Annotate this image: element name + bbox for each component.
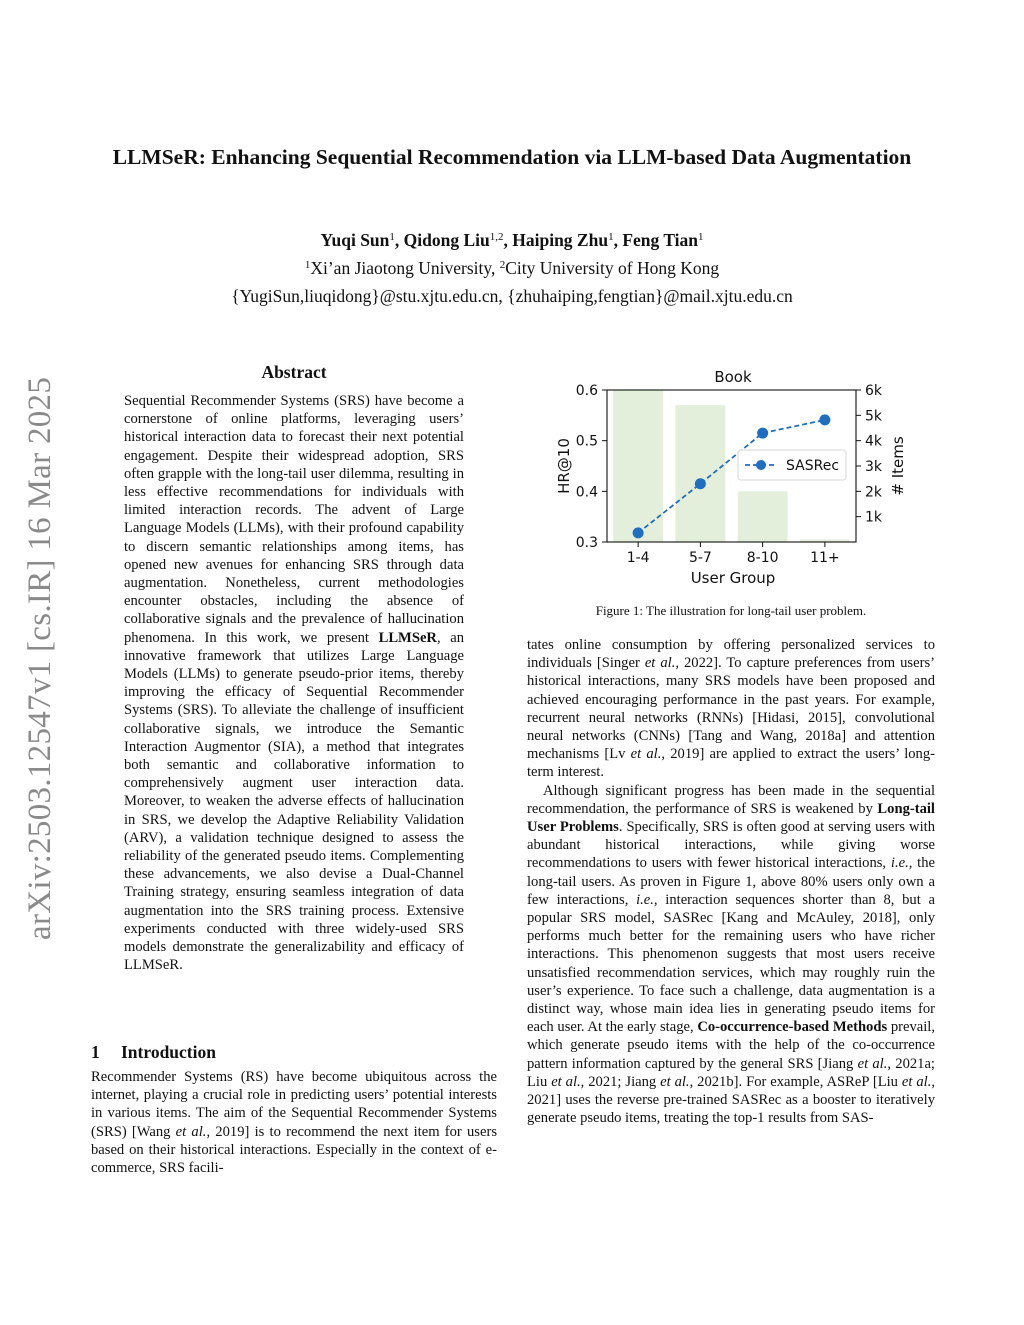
body-italic: et al. [175,1123,207,1140]
body-text: prevail, which generate pseudo items with the help of the co-occurrence pattern information captured by the general SRS [Jiang [527,1019,935,1072]
legend-marker [756,460,766,470]
author-list: Yuqi Sun$^1$, Qidong Liu$^{1,2}$, Haiping Zhu$^1$, Feng Tian$^1$ [320,230,704,250]
paper-title: LLMSeR: Enhancing Sequential Recommendation via LLM-based Data Augmentation [112,145,912,169]
y-tick-label: 0.6 [575,383,598,399]
section-title: Introduction [121,1042,216,1062]
body-italic: i.e., [636,891,658,908]
affiliation-mark: 2 [499,259,506,271]
abstract-text: , an innovative framework that utilizes Large Language Models (LLMs) to generate pseudo-prior items, thereby improving the efficacy of Sequential Recommender Systems (SRS). To alleviate the challenge of insufficient collaborative signals, we introduce the Semantic Interaction Augmentor (SIA), a method that integrates both semantic and collaborative information to comprehensively augment user interaction data. Moreover, to weaken the adverse effects of hallucination in SRS, we develop the Adaptive Reliability Validation (ARV), a validation technique designed to assess the reliability of the generated pseudo items. Complementing these advancements, we also devise a Dual-Channel Training strategy, ensuring seamless integration of data augmentation into the SRS training process. Extensive experiments conducted with three widely-used SRS models demonstrate the generalizability and efficacy of LLMSeR. [124,629,464,974]
x-axis-label: User Group [690,569,776,587]
sasrec-point-8-10 [757,428,768,439]
y2-tick-label: 3k [865,459,883,475]
author-name: Yuqi Sun [320,230,390,250]
affiliation-text: City University of Hong Kong [505,258,720,278]
y-tick-label: 0.5 [575,433,598,450]
arxiv-identifier-stamp: arXiv:2503.12547v1 [cs.IR] 16 Mar 2025 [22,376,58,940]
body-text: , 2019] are applied to extract the users’ long-term interest. [527,746,935,781]
section-heading-introduction [91,1042,216,1063]
author-name: Qidong Liu [403,230,490,250]
body-italic: et al. [660,1073,690,1090]
x-tick-label: 11+ [810,550,840,566]
x-tick-label: 5-7 [688,550,712,566]
bar-items-5-7 [675,405,725,542]
sasrec-point-1-4 [633,527,644,538]
y2-axis-label: # Items [889,436,907,496]
body-text: . Specifically, SRS is often good at serving users with abundant historical interactions, while giving worse recommendations to users with fewer historical interactions, [527,819,935,872]
author-name: Haiping Zhu [512,230,609,250]
abstract-bold-term: LLMSeR [378,629,437,646]
body-bold: Co-occurrence-based Methods [697,1019,888,1036]
body-text: tates online consumption by offering personalized services to individuals [Singer [527,637,935,672]
affiliation-text: Xi’an Jiaotong University, [310,258,500,278]
body-bold: Long-tail User Problems [527,800,935,836]
affiliations [100,258,924,279]
chart-title: Book [714,368,752,386]
body-text: interaction sequences shorter than 8, but a popular SRS model, SASRec [Kang and McAuley, 2018], only performs much better for the remaining users who have richer interactions. This phenomenon suggests that most users receive unsatisfied recommendation services, which may roughly ruin the user’s experience. To face such a challenge, data augmentation is a distinct way, whose main idea lies in generating pseudo items for each user. At the early stage, [527,891,935,1036]
y-tick-label: 0.4 [575,484,598,501]
legend-label: SASRec [786,458,840,474]
y-tick-label: 0.3 [575,535,598,551]
body-text: , 2021b]. For example, ASReP [Liu [689,1073,902,1090]
author-emails: {YugiSun,liuqidong}@stu.xjtu.edu.cn, {zhuhaiping,fengtian}@mail.xjtu.edu.cn [231,286,793,306]
y2-tick-label: 2k [865,484,883,501]
body-text: , 2021a; Liu [527,1055,935,1090]
author-name: Feng Tian [622,230,699,250]
x-tick-label: 1-4 [626,550,650,566]
body-italic: et al. [551,1073,581,1090]
author-affiliation-mark: 1 [389,231,395,243]
y-axis-label: HR@10 [555,438,573,494]
sasrec-point-11+ [819,414,830,425]
affiliation-mark: 1 [304,259,311,271]
y2-tick-label: 4k [865,433,883,450]
paragraph [527,636,935,782]
y2-tick-label: 6k [865,383,883,399]
figure-caption: Figure 1: The illustration for long-tail user problem. [595,603,867,618]
x-tick-label: 8-10 [746,550,779,566]
abstract-body [124,392,464,975]
introduction-right-column [527,636,935,1127]
y2-tick-label: 5k [865,408,883,425]
chart-legend [738,450,846,480]
author-affiliation-mark: 1 [608,231,614,243]
section-number: 1 [91,1042,100,1062]
body-italic: et al. [901,1073,932,1090]
bar-items-8-10 [738,491,788,542]
sasrec-point-5-7 [695,478,706,489]
body-italic: i.e., [890,855,913,872]
body-text: the long-tail users. As proven in Figure 1, above 80% users only own a few interactions, [527,855,936,908]
body-text: , 2021] uses the reverse pre-trained SASRec as a booster to iteratively generate pseudo items, treating the top-1 results from SAS- [527,1073,936,1127]
body-text: , 2019] is to recommend the next item for users based on their historical interactions. Especially in the context of e-commerce, SRS facili- [91,1123,497,1177]
abstract-heading: Abstract [261,362,327,382]
y2-tick-label: 1k [865,509,883,526]
bar-items-1-4 [613,390,663,542]
body-italic: et al. [857,1055,888,1072]
body-italic: et al. [630,746,662,763]
body-text: Although significant progress has been made in the sequential recommendation, the performance of SRS is weakened by [527,782,935,817]
introduction-paragraph [91,1068,497,1177]
abstract-text: Sequential Recommender Systems (SRS) have become a cornerstone of online platforms, leveraging users’ historical interaction data to forecast their next potential engagement. Despite their widespread adoption, SRS often grapple with the long-tail user dilemma, resulting in less effective recommendations for individuals with limited interaction records. The advent of Large Language Models (LLMs), with their profound capability to discern semantic relationships among items, has opened new avenues for enhancing SRS through data augmentation. Nonetheless, current methodologies encounter obstacles, including the absence of collaborative signals and the prevalence of hallucination phenomena. In this work, we present [124,393,464,646]
figure-1-chart [545,362,915,597]
body-text: , 2022]. To capture preferences from users’ historical interactions, many SRS models have been proposed and achieved encouraging performance in the past years. For example, recurrent neural networks (RNNs) [Hidasi, 2015], convolutional neural networks (CNNs) [Tang and Wang, 2018a] and attention mechanisms [Lv [527,655,935,763]
body-text: , 2021; Jiang [580,1073,661,1090]
author-affiliation-mark: 1 [698,231,704,243]
paragraph [527,782,935,1128]
author-affiliation-mark: 1,2 [489,231,504,243]
body-italic: et al. [644,655,676,672]
body-text: Recommender Systems (RS) have become ubiquitous across the internet, playing a crucial role in predicting users’ potential interests in various items. The aim of the Sequential Recommender Systems (SRS) [Wang [91,1069,497,1140]
